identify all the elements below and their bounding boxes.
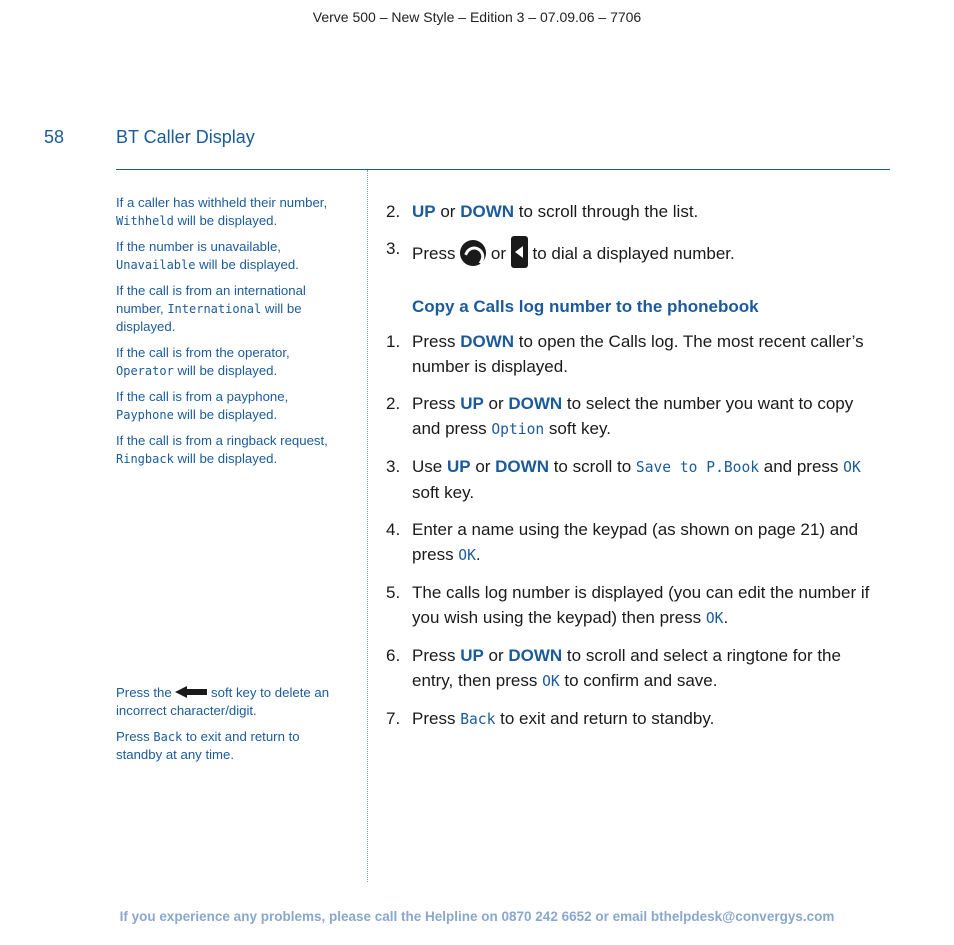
step-text-part: to dial a displayed number.: [527, 244, 735, 263]
step-text: [412, 199, 886, 224]
note-text: Press the: [116, 685, 176, 700]
note-back-key: [116, 728, 348, 764]
display-code: Option: [491, 421, 545, 438]
display-code: Payphone: [116, 408, 174, 422]
step-exit-standby: [386, 706, 886, 732]
note-text: If the call is from an international number,: [116, 283, 306, 316]
sidebar-notes: [116, 194, 348, 476]
step-text: [412, 454, 886, 505]
key-down: DOWN: [460, 332, 515, 351]
display-code: Withheld: [116, 214, 174, 228]
step-text-part: or: [470, 457, 496, 476]
key-down: DOWN: [495, 457, 549, 476]
helpline-footer: If you experience any problems, please call the Helpline on 0870 242 6652 or email bthelpdesk@convergys.com: [119, 909, 835, 924]
talk-icon: [460, 240, 486, 266]
note-delete-key: [116, 684, 348, 720]
step-enter-name: [386, 517, 886, 568]
step-text-part: or: [483, 394, 509, 413]
note-operator: [116, 344, 348, 380]
display-code: Save to P.Book: [635, 459, 760, 476]
note-text: will be displayed.: [173, 451, 278, 466]
step-number: 7.: [386, 709, 401, 728]
step-dial-number: [386, 236, 886, 268]
note-text: Press: [116, 729, 154, 744]
note-withheld: [116, 194, 348, 230]
step-text-part: to open the Calls log. The most recent caller’s number is displayed.: [412, 332, 864, 376]
step-text: [412, 580, 886, 631]
key-down: DOWN: [508, 394, 563, 413]
step-text: [412, 236, 886, 268]
step-number: 4.: [386, 520, 401, 539]
step-select-number: [386, 391, 886, 442]
note-text: If the call is from a payphone,: [116, 389, 289, 404]
note-text: to exit and return to standby at any time.: [116, 729, 300, 762]
display-code: Operator: [116, 364, 174, 378]
step-confirm-number: [386, 580, 886, 631]
step-number: 2.: [386, 394, 401, 413]
step-text: [412, 391, 886, 442]
step-text-part: to select the number you want to copy and press: [412, 394, 854, 438]
display-code: OK: [843, 459, 861, 476]
display-code: Back: [153, 730, 183, 744]
speaker-icon: [511, 236, 528, 268]
step-text-part: soft key.: [544, 419, 611, 438]
step-number: 3.: [386, 457, 401, 476]
key-down: DOWN: [508, 646, 563, 665]
display-code: OK: [705, 610, 724, 627]
step-number: 2.: [386, 202, 401, 221]
note-text: will be displayed.: [116, 301, 302, 334]
column-divider: [367, 170, 368, 882]
back-arrow-icon: [175, 686, 207, 698]
note-unavailable: [116, 238, 348, 274]
page-number: 58: [44, 127, 65, 147]
step-open-calls-log: [386, 329, 886, 379]
step-select-ringtone: [386, 643, 886, 694]
step-text-part: to scroll to: [548, 457, 636, 476]
key-up: UP: [412, 202, 436, 221]
key-up: UP: [460, 646, 484, 665]
main-instructions: [386, 199, 886, 744]
step-text-part: Enter a name using the keypad (as shown on page 21) and press: [412, 520, 859, 564]
step-number: 3.: [386, 239, 401, 258]
step-text-part: or: [435, 202, 461, 221]
display-code: Unavailable: [116, 258, 196, 272]
step-text-part: Press: [412, 709, 461, 728]
note-text: will be displayed.: [173, 363, 278, 378]
note-payphone: [116, 388, 348, 424]
step-text: [412, 517, 886, 568]
subheading: Copy a Calls log number to the phonebook: [412, 297, 759, 316]
step-text-part: soft key.: [412, 483, 475, 502]
display-code: Back: [460, 711, 496, 728]
note-ringback: [116, 432, 348, 468]
step-text-part: Press: [412, 244, 461, 263]
step-text-part: Press: [412, 394, 461, 413]
step-scroll-list: [386, 199, 886, 224]
step-text-part: Press: [412, 646, 461, 665]
step-text-part: Use: [412, 457, 447, 476]
key-up: UP: [446, 457, 471, 476]
key-down: DOWN: [460, 202, 515, 221]
header-rule: [116, 169, 890, 170]
note-text: If a caller has withheld their number,: [116, 195, 328, 210]
step-text-part: The calls log number is displayed (you can edit the number if you wish using the keypad) then press: [412, 583, 870, 627]
display-code: OK: [542, 673, 560, 690]
step-save-to-phonebook: [386, 454, 886, 505]
step-text: [412, 706, 886, 732]
step-text-part: to confirm and save.: [559, 671, 718, 690]
display-code: International: [167, 302, 262, 316]
note-text: If the call is from a ringback request,: [116, 433, 328, 448]
sidebar-tips: [116, 684, 348, 772]
display-code: OK: [458, 547, 476, 564]
note-text: will be displayed.: [173, 213, 278, 228]
step-number: 6.: [386, 646, 401, 665]
step-text-part: or: [483, 646, 509, 665]
edition-header: Verve 500 – New Style – Edition 3 – 07.09.06 – 7706: [312, 9, 642, 25]
step-text-part: .: [475, 545, 481, 564]
step-text-part: to scroll through the list.: [514, 202, 699, 221]
key-up: UP: [460, 394, 484, 413]
step-number: 1.: [386, 332, 401, 351]
note-text: will be displayed.: [173, 407, 278, 422]
step-text-part: or: [486, 244, 511, 263]
step-text: [412, 643, 886, 694]
step-number: 5.: [386, 583, 401, 602]
step-text-part: and press: [759, 457, 844, 476]
step-text-part: to scroll and select a ringtone for the entry, then press: [412, 646, 841, 690]
step-text-part: Press: [412, 332, 461, 351]
note-text: If the number is unavailable,: [116, 239, 281, 254]
step-text: [412, 329, 886, 379]
note-text: will be displayed.: [195, 257, 299, 272]
display-code: Ringback: [116, 452, 174, 466]
step-text-part: to exit and return to standby.: [495, 709, 715, 728]
section-title: BT Caller Display: [116, 127, 255, 147]
note-international: [116, 282, 348, 336]
step-text-part: .: [723, 608, 729, 627]
note-text: If the call is from the operator,: [116, 345, 290, 360]
note-text: soft key to delete an incorrect character/digit.: [116, 685, 330, 718]
